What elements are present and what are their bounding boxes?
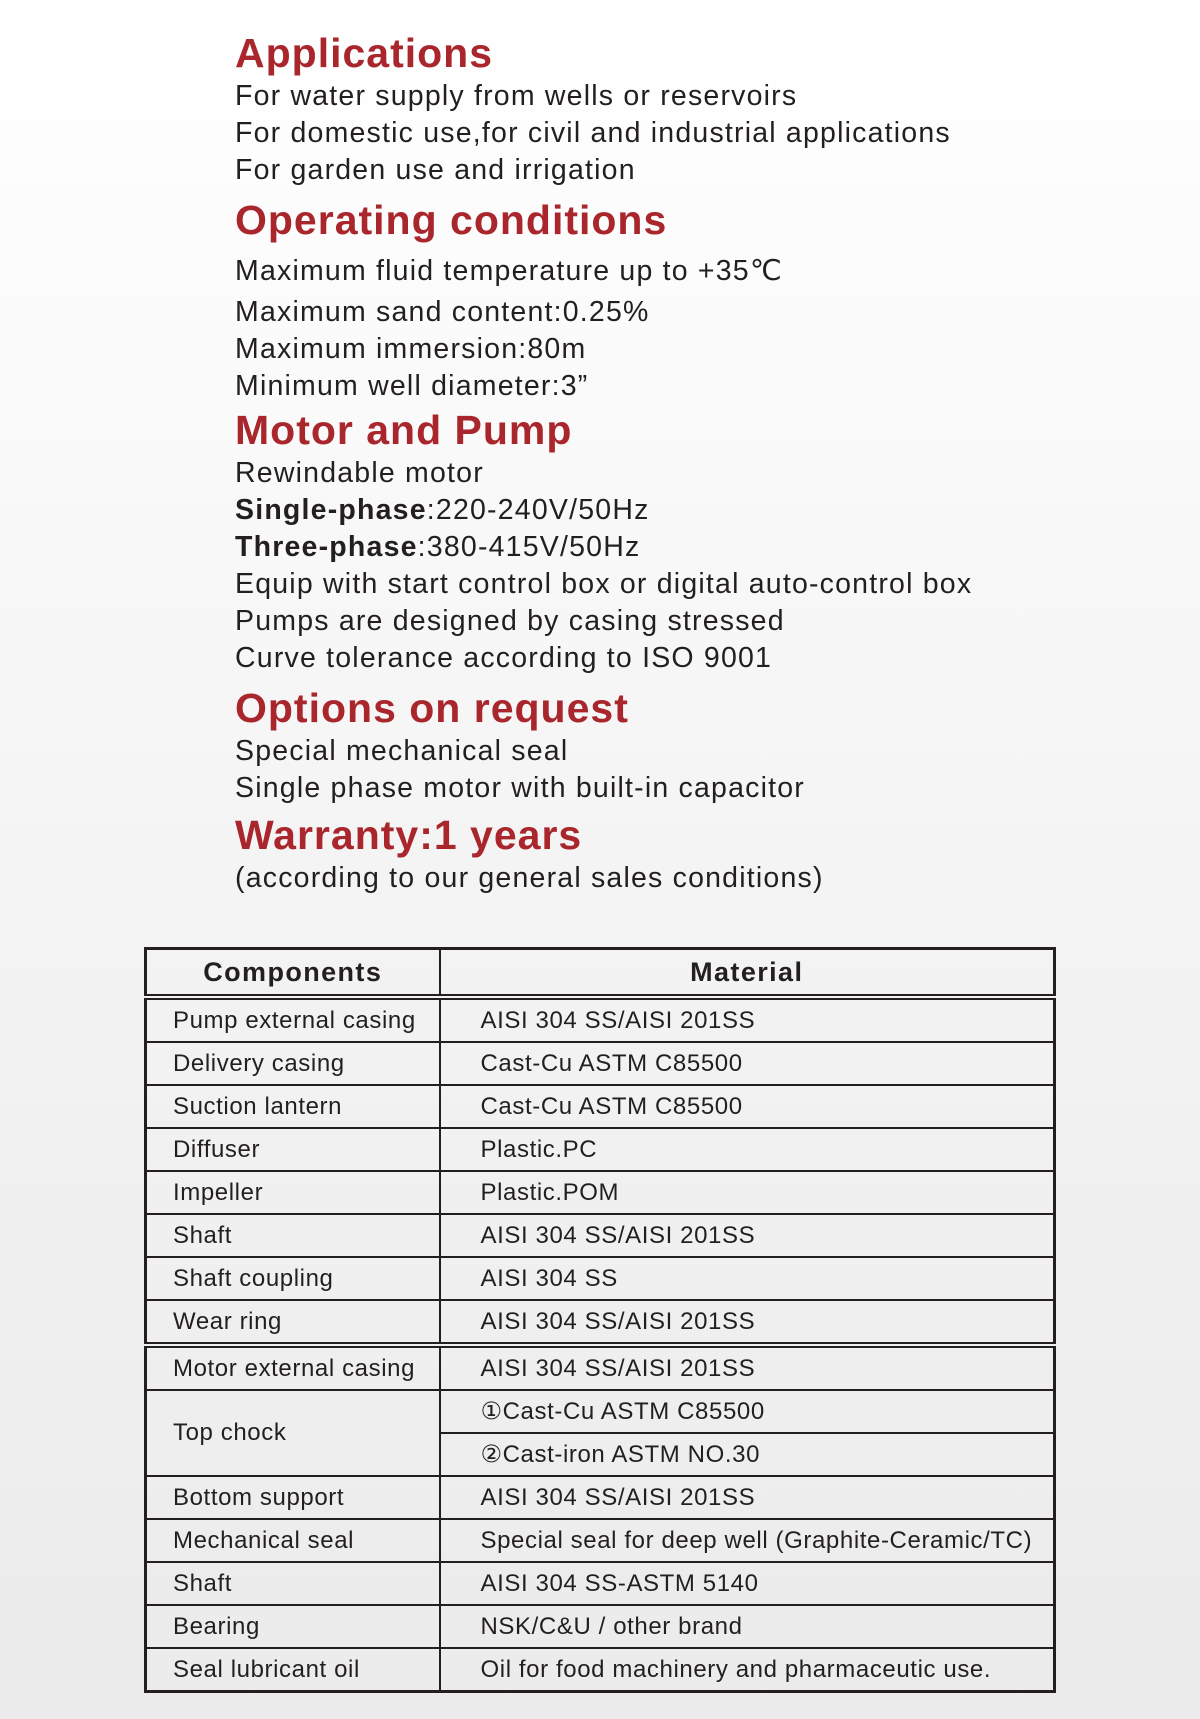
table-header-row <box>146 949 1055 998</box>
table-row <box>146 1390 1055 1433</box>
component-cell: Bearing <box>146 1605 440 1648</box>
table-row <box>146 1128 1055 1171</box>
single-phase-label: Single-phase <box>235 494 427 526</box>
components-material-table <box>144 947 1056 1693</box>
motor-line: Pumps are designed by casing stressed <box>235 605 785 637</box>
table-row <box>146 1042 1055 1085</box>
material-cell: AISI 304 SS/AISI 201SS <box>440 1345 1055 1390</box>
table-row <box>146 1300 1055 1345</box>
applications-heading: Applications <box>235 30 494 76</box>
warranty-heading: Warranty:1 years <box>235 812 583 858</box>
component-cell: Motor external casing <box>146 1345 440 1390</box>
operating-line: Maximum fluid temperature up to +35℃ <box>235 255 784 287</box>
material-cell: ①Cast-Cu ASTM C85500 <box>440 1390 1055 1433</box>
options-line: Special mechanical seal <box>235 735 569 767</box>
material-cell: AISI 304 SS/AISI 201SS <box>440 997 1055 1042</box>
material-cell: NSK/C&U / other brand <box>440 1605 1055 1648</box>
table-row <box>146 1214 1055 1257</box>
motor-line: Rewindable motor <box>235 457 484 489</box>
component-cell: Diffuser <box>146 1128 440 1171</box>
component-cell: Shaft <box>146 1214 440 1257</box>
material-column-header: Material <box>440 949 1055 998</box>
options-line: Single phase motor with built-in capacitor <box>235 772 805 804</box>
motor-line: Equip with start control box or digital auto-control box <box>235 568 973 600</box>
component-cell: Seal lubricant oil <box>146 1648 440 1692</box>
components-column-header: Components <box>146 949 440 998</box>
material-cell: Special seal for deep well (Graphite-Ceramic/TC) <box>440 1519 1055 1562</box>
single-phase-value: :220-240V/50Hz <box>426 494 650 526</box>
component-cell: Wear ring <box>146 1300 440 1345</box>
applications-line: For garden use and irrigation <box>235 154 636 186</box>
component-cell: Suction lantern <box>146 1085 440 1128</box>
component-cell: Shaft coupling <box>146 1257 440 1300</box>
options-heading: Options on request <box>235 685 629 731</box>
table-row <box>146 1519 1055 1562</box>
table-row <box>146 997 1055 1042</box>
component-cell: Pump external casing <box>146 997 440 1042</box>
table-row <box>146 1345 1055 1390</box>
operating-conditions-heading: Operating conditions <box>235 197 668 243</box>
table-row <box>146 1171 1055 1214</box>
material-cell: Oil for food machinery and pharmaceutic use. <box>440 1648 1055 1692</box>
material-cell: ②Cast-iron ASTM NO.30 <box>440 1433 1055 1476</box>
table-row <box>146 1648 1055 1692</box>
component-cell: Mechanical seal <box>146 1519 440 1562</box>
operating-line: Maximum sand content:0.25% <box>235 296 650 328</box>
material-cell: Cast-Cu ASTM C85500 <box>440 1042 1055 1085</box>
material-cell: AISI 304 SS/AISI 201SS <box>440 1300 1055 1345</box>
component-cell: Top chock <box>146 1390 440 1476</box>
table-row <box>146 1605 1055 1648</box>
three-phase-label: Three-phase <box>235 531 418 563</box>
applications-line: For domestic use,for civil and industrial applications <box>235 117 951 149</box>
table-row <box>146 1085 1055 1128</box>
three-phase-line <box>235 529 1135 566</box>
table-row <box>146 1476 1055 1519</box>
spec-text-block <box>235 28 1135 897</box>
single-phase-line <box>235 492 1135 529</box>
operating-line: Maximum immersion:80m <box>235 333 587 365</box>
warranty-note: (according to our general sales conditions) <box>235 862 824 894</box>
material-cell: AISI 304 SS-ASTM 5140 <box>440 1562 1055 1605</box>
component-cell: Impeller <box>146 1171 440 1214</box>
table-row <box>146 1257 1055 1300</box>
component-cell: Bottom support <box>146 1476 440 1519</box>
material-cell: Plastic.POM <box>440 1171 1055 1214</box>
applications-line: For water supply from wells or reservoirs <box>235 80 798 112</box>
operating-line: Minimum well diameter:3” <box>235 370 589 402</box>
material-cell: Plastic.PC <box>440 1128 1055 1171</box>
material-cell: AISI 304 SS <box>440 1257 1055 1300</box>
motor-and-pump-heading: Motor and Pump <box>235 407 573 453</box>
component-cell: Delivery casing <box>146 1042 440 1085</box>
table-row <box>146 1562 1055 1605</box>
material-cell: AISI 304 SS/AISI 201SS <box>440 1214 1055 1257</box>
material-cell: Cast-Cu ASTM C85500 <box>440 1085 1055 1128</box>
component-cell: Shaft <box>146 1562 440 1605</box>
motor-line: Curve tolerance according to ISO 9001 <box>235 642 773 674</box>
material-cell: AISI 304 SS/AISI 201SS <box>440 1476 1055 1519</box>
three-phase-value: :380-415V/50Hz <box>417 531 641 563</box>
